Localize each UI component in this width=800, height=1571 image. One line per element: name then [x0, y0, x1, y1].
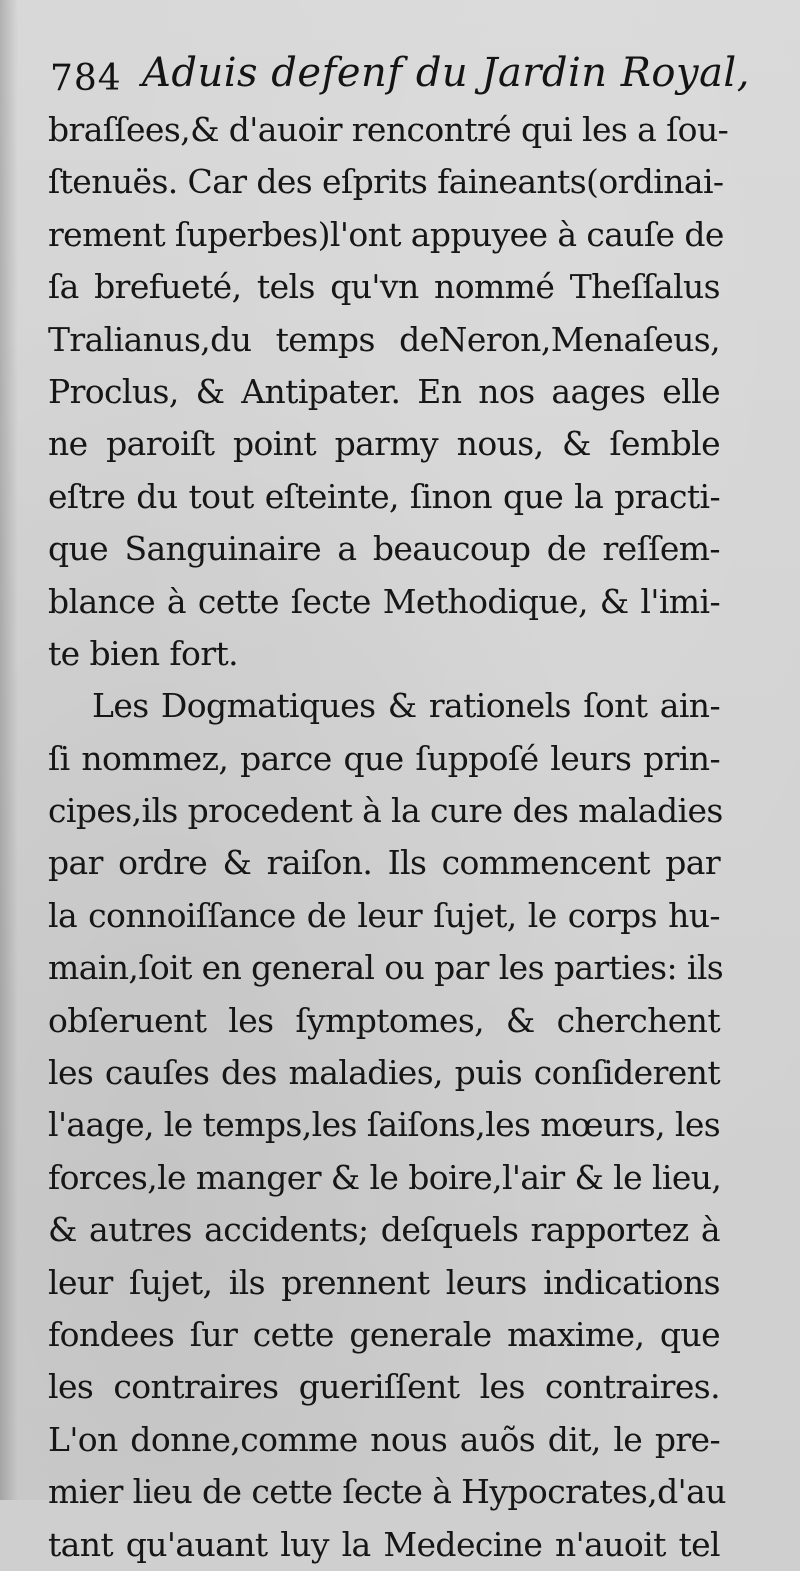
running-head: Aduis defenf du Jardin Royal,: [142, 50, 750, 96]
text-line: ſa brefueté, tels qu'vn nommé Theſſalus: [48, 267, 720, 307]
text-line: l'aage, le temps,les ſaiſons,les mœurs, les: [48, 1105, 721, 1145]
page-number: 784: [50, 58, 122, 99]
text-line: ſtenuës. Car des eſprits faineants(ordinai-: [48, 162, 724, 202]
text-line: Tralianus,du temps deNeron,Menaſeus,: [48, 319, 720, 359]
text-line: ſi nommez, parce que ſuppoſé leurs prin-: [48, 738, 720, 778]
text-line-paragraph-end: te bien fort.: [48, 633, 239, 673]
text-line: braſſees,& d'auoir rencontré qui les a ſou-: [48, 110, 729, 149]
text-line: eſtre du tout eſteinte, ſinon que la practi-: [48, 476, 720, 516]
text-line: blance à cette ſecte Methodique, & l'imi-: [48, 581, 720, 621]
text-line: mier lieu de cette ſecte à Hypocrates,d'au: [48, 1472, 726, 1512]
text-line: par ordre & raiſon. Ils commencent par: [48, 843, 720, 883]
text-line: Proclus, & Antipater. En nos aages elle: [48, 371, 720, 411]
text-line: main,ſoit en general ou par les parties: ils: [48, 948, 724, 988]
gutter-shadow: [0, 0, 18, 1500]
text-line: leur ſujet, ils prennent leurs indications: [48, 1262, 720, 1302]
text-line: les cauſes des maladies, puis conſiderent: [48, 1053, 720, 1093]
text-line: la connoiſſance de leur ſujet, le corps hu-: [48, 895, 720, 935]
text-line: que Sanguinaire a beaucoup de reſſem-: [48, 529, 720, 569]
body-text: [48, 104, 729, 1571]
text-line: forces,le manger & le boire,l'air & le lieu,: [48, 1157, 722, 1197]
page-header: [50, 48, 750, 104]
text-line: tant qu'auant luy la Medecine n'auoit tel: [48, 1524, 720, 1564]
text-line: obſeruent les ſymptomes, & cherchent: [48, 1000, 720, 1040]
text-line: fondees ſur cette generale maxime, que: [48, 1314, 720, 1354]
text-line: ne paroiſt point parmy nous, & ſemble: [48, 424, 720, 464]
text-line: cipes,ils procedent à la cure des maladies: [48, 791, 723, 831]
text-line: rement ſuperbes)l'ont appuyee à cauſe de: [48, 214, 724, 254]
text-line: les contraires gueriſſent les contraires.: [48, 1367, 720, 1407]
text-line-paragraph-start: Les Dogmatiques & rationels ſont ain-: [92, 686, 720, 726]
text-line: L'on donne,comme nous auõs dit, le pre-: [48, 1419, 720, 1459]
text-line: & autres accidents; deſquels rapportez à: [48, 1210, 720, 1250]
